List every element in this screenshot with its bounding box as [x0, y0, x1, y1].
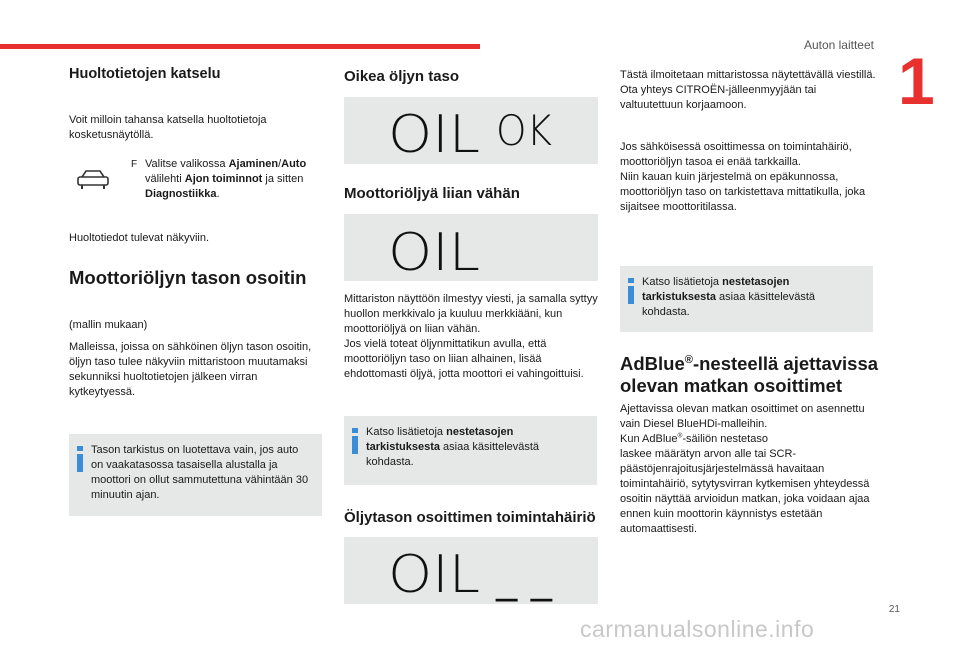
- info-note-level-check: [69, 434, 322, 516]
- low-oil-text: Mittariston näyttöön ilmestyy viesti, ja samalla syttyy huollon merkkivalo ja kuuluu merkkiääni, kun moottoriöljyä on liian vähän. Jos vielä toteat öljynmittatikun avulla, että moottoriöljyn taso on liian alhainen, lisää ehdottomasti öljyä, jotta moottori ei vahingoittuisi.: [344, 293, 598, 380]
- heading-service-info: Huoltotietojen katselu: [69, 66, 221, 82]
- info-note-fluid-levels: [344, 416, 597, 485]
- service-info-text: Voit milloin tahansa katsella huoltotietoja kosketusnäytöllä.: [69, 114, 267, 141]
- fault-detail-text: Jos sähköisessä osoittimessa on toimintahäiriö, moottoriöljyn tasoa ei enää tarkkailla. Niin kauan kuin järjestelmä on epäkunnossa, moottoriöljyn taso on tarkistettava mittatikulla, joka sijaitsee moottoritilassa.: [620, 141, 866, 213]
- oil-indicator-text: Malleissa, joissa on sähköinen öljyn tason osoitin, öljyn taso tulee näkyviin mittaristoon muutamaksi sekunniksi huoltotietojen jälkeen virran kytkeytyessä.: [69, 341, 312, 398]
- info-icon: [628, 278, 634, 304]
- note-text: Tason tarkistus on luotettava vain, jos auto on vaakatasossa tasaisella alustalla ja moottori on ollut sammutettuna vähintään 30 minuutin ajan.: [91, 444, 309, 501]
- info-icon: [77, 446, 83, 472]
- bullet-instruction: Valitse valikossa Ajaminen/Auto välilehti Ajon toiminnot ja sitten Diagnostiikka.: [145, 158, 307, 200]
- watermark: carmanualsonline.info: [580, 616, 815, 642]
- display-oil-text: OIL: [388, 105, 480, 164]
- display-dashes-text: _ _: [494, 556, 554, 602]
- display-oil-low: [344, 214, 598, 281]
- accent-bar: [0, 44, 480, 49]
- note-text: Katso lisätietoja nestetasojen tarkistuksesta asiaa käsittelevästä kohdasta.: [366, 426, 540, 468]
- model-note: (mallin mukaan): [69, 319, 148, 331]
- display-oil-text: OIL: [388, 223, 480, 281]
- bullet-marker: F: [131, 159, 138, 170]
- service-info-shown: Huoltotiedot tulevat näkyviin.: [69, 232, 210, 244]
- heading-indicator-fault: Öljytason osoittimen toimintahäiriö: [344, 509, 596, 526]
- section-title: Auton laitteet: [803, 38, 874, 52]
- heading-adblue: AdBlue®-nesteellä ajettavissa olevan matkan osoittimet: [620, 353, 879, 397]
- chapter-number: 1: [898, 44, 935, 118]
- info-icon: [352, 428, 358, 454]
- info-note-fluid-levels-2: [620, 266, 873, 332]
- heading-oil-indicator: Moottoriöljyn tason osoitin: [69, 267, 307, 288]
- heading-low-oil: Moottoriöljyä liian vähän: [344, 185, 520, 202]
- display-ok-text: OK: [496, 106, 553, 155]
- adblue-text: Ajettavissa olevan matkan osoittimet on asennettu vain Diesel BlueHDi-malleihin. Kun AdBlue®-säiliön nestetaso laskee määrätyn arvon alle tai SCR-päästöjenrajoitusjärjestelmässä havaitaan toimintahäiriö, sytytysvirran kytkemisen yhteydessä osoitin näyttää arvioidun matkan, joka voidaan ajaa ennen kuin moottorin käynnistys estetään automaattisesti.: [620, 403, 870, 535]
- display-oil-fault: [344, 537, 598, 604]
- fault-message-text: Tästä ilmoitetaan mittaristossa näytettävällä viestillä. Ota yhteys CITROËN-jälleenmyyjään tai valtuutettuun korjaamoon.: [620, 69, 876, 111]
- car-icon: [76, 168, 110, 190]
- page-number: 21: [888, 604, 900, 615]
- note-text: Katso lisätietoja nestetasojen tarkistuksesta asiaa käsittelevästä kohdasta.: [642, 276, 816, 318]
- display-oil-text: OIL: [388, 545, 480, 604]
- display-oil-ok: [344, 97, 598, 164]
- heading-correct-oil: Oikea öljyn taso: [344, 68, 460, 85]
